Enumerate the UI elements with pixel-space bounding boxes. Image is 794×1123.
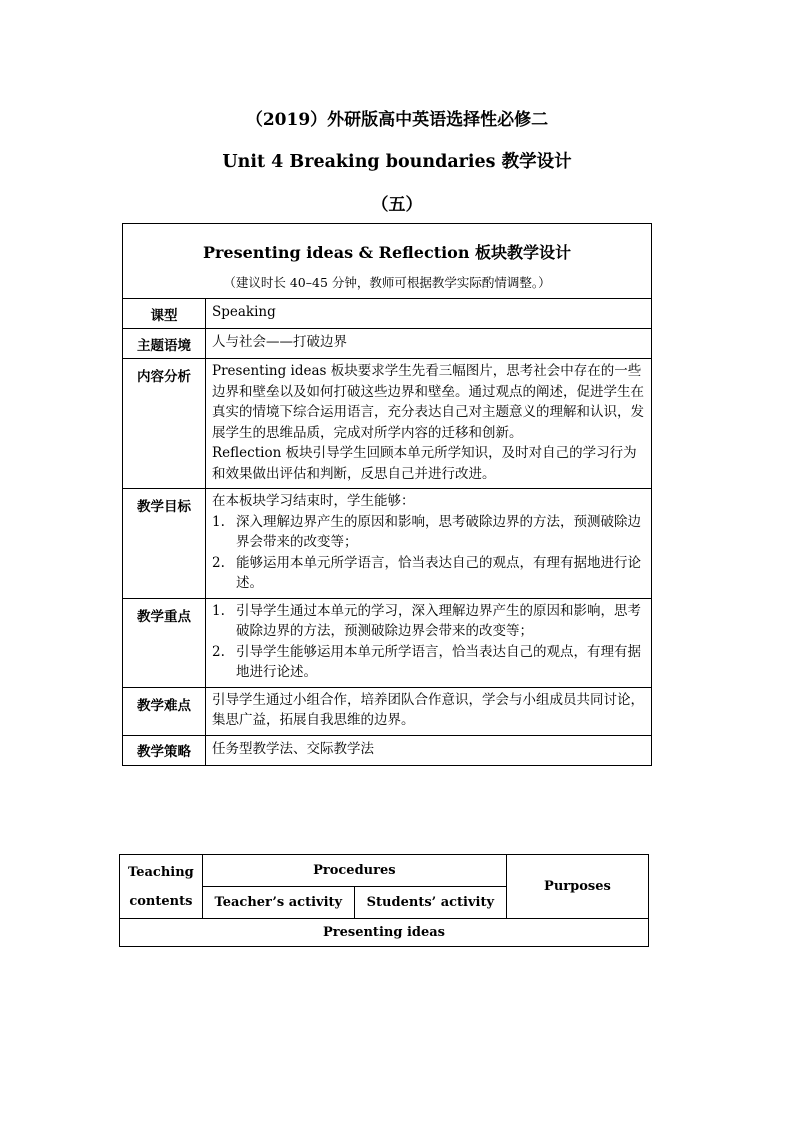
table-row-analysis	[123, 359, 652, 489]
list-item	[212, 601, 646, 642]
procedures-header: Procedures	[202, 855, 506, 887]
table-row-focus	[123, 598, 652, 687]
analysis-paragraph-2: Reflection 板块引导学生回顾本单元所学知识，及时对自己的学习行为和效果做出评估和判断，反思自己并进行改进。	[212, 445, 637, 482]
row-label: 教学策略	[123, 735, 206, 765]
students-activity-header: Students’ activity	[354, 887, 506, 919]
document-title-line3: （五）	[371, 195, 423, 215]
list-number: 1.	[212, 513, 225, 530]
row-value	[206, 598, 652, 687]
document-title-line1: （2019）外研版高中英语选择性必修二	[245, 110, 549, 130]
list-text: 深入理解边界产生的原因和影响，思考破除边界的方法，预测破除边界会带来的改变等；	[236, 513, 641, 550]
table-row-strategy	[123, 735, 652, 765]
list-item	[212, 512, 646, 553]
table-header-cell	[123, 224, 652, 299]
row-label: 课型	[123, 299, 206, 329]
list-text: 引导学生通过本单元的学习，深入理解边界产生的原因和影响，思考破除边界的方法，预测破除边界会带来的改变等；	[236, 602, 641, 639]
row-label: 主题语境	[123, 329, 206, 359]
procedure-header-row	[120, 855, 649, 887]
list-item	[212, 553, 646, 594]
row-label: 教学重点	[123, 598, 206, 687]
list-number: 1.	[212, 602, 225, 619]
row-label: 内容分析	[123, 359, 206, 489]
list-number: 2.	[212, 554, 225, 571]
table-row-type	[123, 299, 652, 329]
row-value	[206, 489, 652, 599]
document-title-line2: Unit 4 Breaking boundaries 教学设计	[222, 152, 572, 172]
header-text: Teaching	[128, 864, 194, 880]
list-text: 能够运用本单元所学语言，恰当表达自己的观点，有理有据地进行论述。	[236, 554, 641, 591]
header-text: contents	[129, 893, 193, 909]
table-row-difficulty	[123, 687, 652, 735]
teacher-activity-header: Teacher’s activity	[202, 887, 354, 919]
analysis-paragraph-1: Presenting ideas 板块要求学生先看三幅图片，思考社会中存在的一些边界和壁垒以及如何打破这些边界和壁垒。通过观点的阐述，促进学生在真实的情境下综合运用语言，充分表达自己对主题意义的理解和认识，发展学生的思维品质，完成对所学内容的迁移和创新。	[212, 363, 644, 441]
table-title: Presenting ideas & Reflection 板块教学设计	[202, 242, 572, 262]
row-label: 教学难点	[123, 687, 206, 735]
row-value	[206, 359, 652, 489]
purposes-header: Purposes	[506, 855, 648, 919]
row-value: 人与社会——打破边界	[206, 329, 652, 359]
table-header-row	[123, 224, 652, 299]
section-row	[120, 919, 649, 947]
list-number: 2.	[212, 643, 225, 660]
section-title: Presenting ideas	[120, 919, 649, 947]
table-row-theme	[123, 329, 652, 359]
row-value: Speaking	[206, 299, 652, 329]
table-row-objectives	[123, 489, 652, 599]
duration-note: （建议时长 40–45 分钟，教师可根据教学实际酌情调整。）	[223, 274, 551, 290]
procedure-table	[119, 854, 649, 947]
row-label: 教学目标	[123, 489, 206, 599]
row-value: 任务型教学法、交际教学法	[206, 735, 652, 765]
lesson-design-table	[122, 223, 652, 766]
row-value: 引导学生通过小组合作，培养团队合作意识，学会与小组成员共同讨论，集思广益，拓展自我思维的边界。	[206, 687, 652, 735]
list-text: 引导学生能够运用本单元所学语言，恰当表达自己的观点，有理有据地进行论述。	[236, 643, 641, 680]
teaching-contents-header	[120, 855, 203, 919]
objectives-intro: 在本板块学习结束时，学生能够：	[212, 493, 415, 509]
list-item	[212, 642, 646, 683]
